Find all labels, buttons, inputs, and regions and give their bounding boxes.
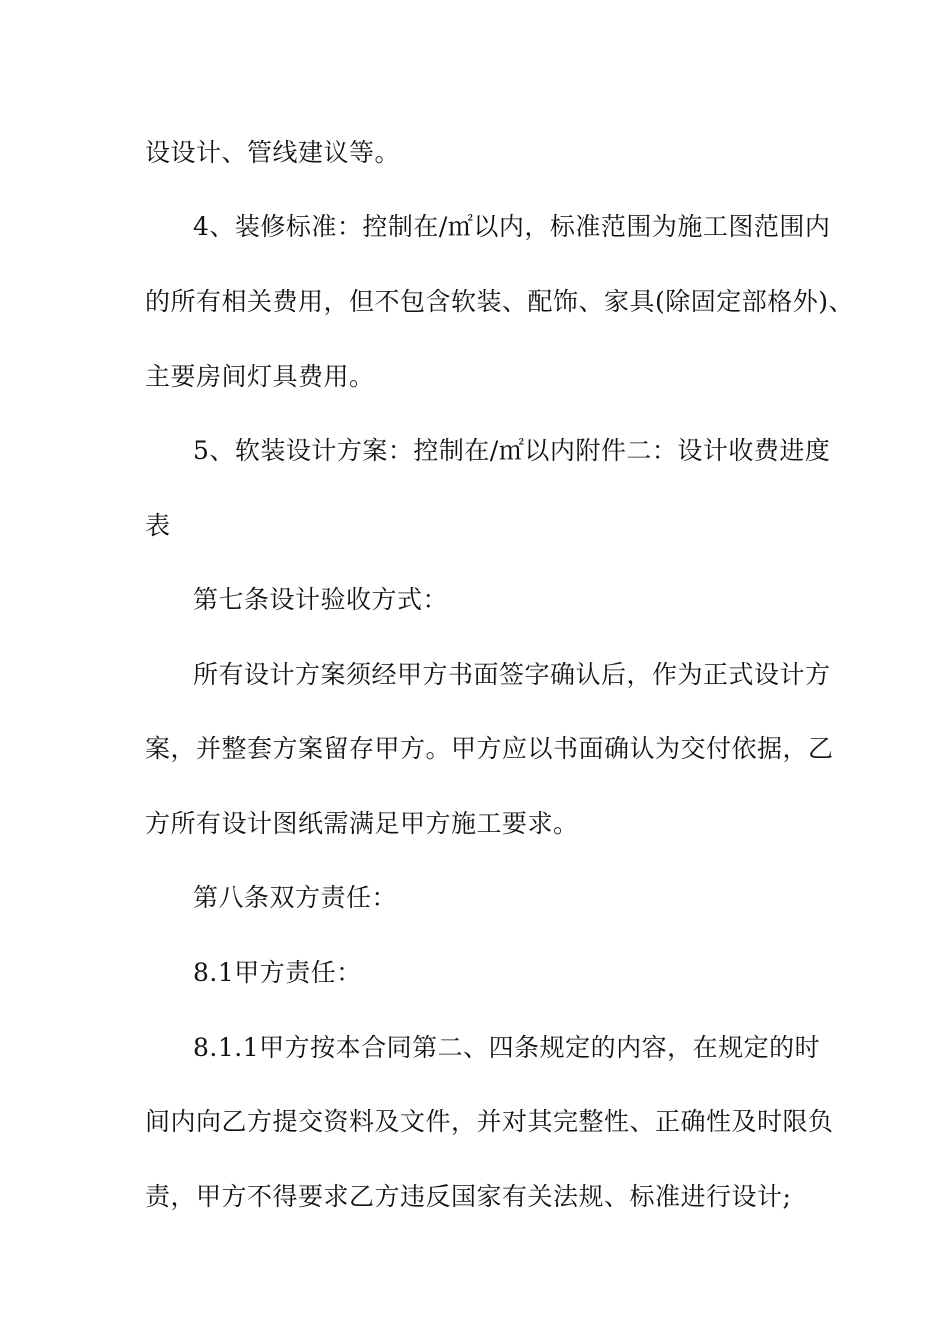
subsection-heading-8-1: 8.1甲方责任： [193, 958, 362, 987]
section-heading-7: 第七条设计验收方式： [193, 585, 449, 614]
text-line-5: 5、软装设计方案：控制在/㎡以内附件二：设计收费进度 [193, 436, 831, 465]
text-line-13: 8.1.1甲方按本合同第二、四条规定的内容，在规定的时 [193, 1033, 821, 1062]
text-line-4: 主要房间灯具费用。 [145, 362, 375, 391]
text-line-6: 表 [145, 511, 171, 540]
text-line-10: 方所有设计图纸需满足甲方施工要求。 [145, 809, 579, 838]
text-line-15: 责，甲方不得要求乙方违反国家有关法规、标准进行设计; [145, 1182, 792, 1211]
text-line-2: 4、装修标准：控制在/㎡以内，标准范围为施工图范围内 [193, 212, 831, 241]
text-line-8: 所有设计方案须经甲方书面签字确认后，作为正式设计方 [193, 660, 831, 689]
section-heading-8: 第八条双方责任： [193, 883, 398, 912]
text-line-14: 间内向乙方提交资料及文件，并对其完整性、正确性及时限负 [145, 1107, 834, 1136]
text-line-3: 的所有相关费用，但不包含软装、配饰、家具(除固定部格外)、 [145, 287, 855, 316]
text-line-1: 设设计、管线建议等。 [145, 138, 401, 167]
text-line-9: 案，并整套方案留存甲方。甲方应以书面确认为交付依据，乙 [145, 734, 834, 763]
